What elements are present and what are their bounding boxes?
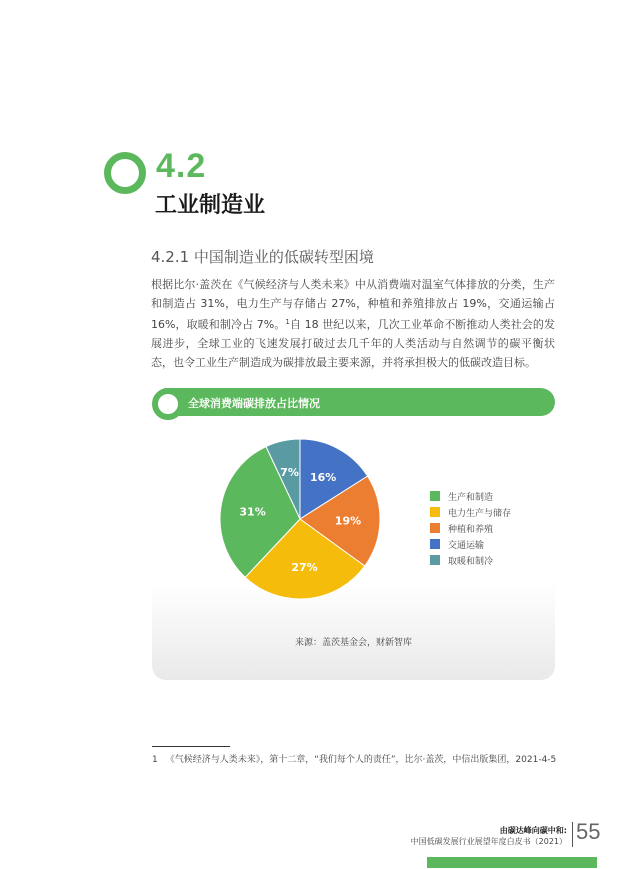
section-title: 工业制造业 xyxy=(155,193,266,218)
legend-label: 交通运输 xyxy=(448,540,485,551)
legend-label: 生产和制造 xyxy=(448,492,494,503)
legend-swatch xyxy=(430,539,440,549)
footer-line2: 中国低碳发展行业展望年度白皮书（2021） xyxy=(410,837,567,846)
subsection-title: 4.2.1 中国制造业的低碳转型困境 xyxy=(151,248,374,266)
pie-slice-label-5: 7% xyxy=(280,466,299,480)
footer-line1: 由碳达峰向碳中和: xyxy=(499,826,567,835)
legend-item-4 xyxy=(430,536,511,552)
chart-card xyxy=(152,388,555,680)
legend-label: 电力生产与储存 xyxy=(448,508,512,519)
legend-label: 取暖和制冷 xyxy=(448,556,494,567)
pie-slice-label-2: 27% xyxy=(291,560,318,574)
legend-item-5 xyxy=(430,552,511,568)
pie-slice-label-4: 16% xyxy=(309,470,337,484)
pie-slice-label-1: 31% xyxy=(239,505,266,519)
section-number: 4.2 xyxy=(156,147,207,185)
footnote-text: 《气候经济与人类未来》，第十二章，“我们每个人的责任”，比尔·盖茨，中信出版集团，2021-4-5 xyxy=(165,755,557,765)
chart-title: 全球消费端碳排放占比情况 xyxy=(188,397,320,410)
footnote-number: 1 xyxy=(152,755,158,765)
section-ring-icon xyxy=(104,152,146,194)
body-text-part2: 自 18 世纪以来，几次工业革命不断推动人类社会的发展进步，全球工业的飞速发展打破过去几千年的人类活动与自然调节的碳平衡状态，也令工业生产制造成为碳排放最主要来源，并将承担极大的低碳改造目标。 xyxy=(151,318,555,369)
legend-item-2 xyxy=(430,504,511,520)
pie-slice-label-3: 19% xyxy=(334,514,362,528)
chart-source: 来源：盖茨基金会，财新智库 xyxy=(294,638,412,648)
body-paragraph xyxy=(151,275,555,372)
footer-divider xyxy=(572,822,573,847)
body-text-part1: 根据比尔·盖茨在《气候经济与人类未来》中从消费端对温室气体排放的分类，生产和制造占 31%，电力生产与存储占 27%，种植和养殖排放占 19%，交通运输占 16%，取暖和制冷占 7%。 xyxy=(151,278,555,331)
footnote-divider xyxy=(152,746,230,747)
legend-item-1 xyxy=(430,488,511,504)
chart-legend xyxy=(430,488,511,568)
legend-swatch xyxy=(430,523,440,533)
legend-swatch xyxy=(430,555,440,565)
footer-text xyxy=(411,825,567,847)
page-number: 55 xyxy=(576,819,601,844)
footnote xyxy=(152,752,556,765)
legend-swatch xyxy=(430,507,440,517)
footnote-reference: 1 xyxy=(285,318,290,326)
footer-accent-bar xyxy=(427,857,597,868)
legend-label: 种植和养殖 xyxy=(448,524,494,535)
legend-swatch xyxy=(430,491,440,501)
legend-item-3 xyxy=(430,520,511,536)
